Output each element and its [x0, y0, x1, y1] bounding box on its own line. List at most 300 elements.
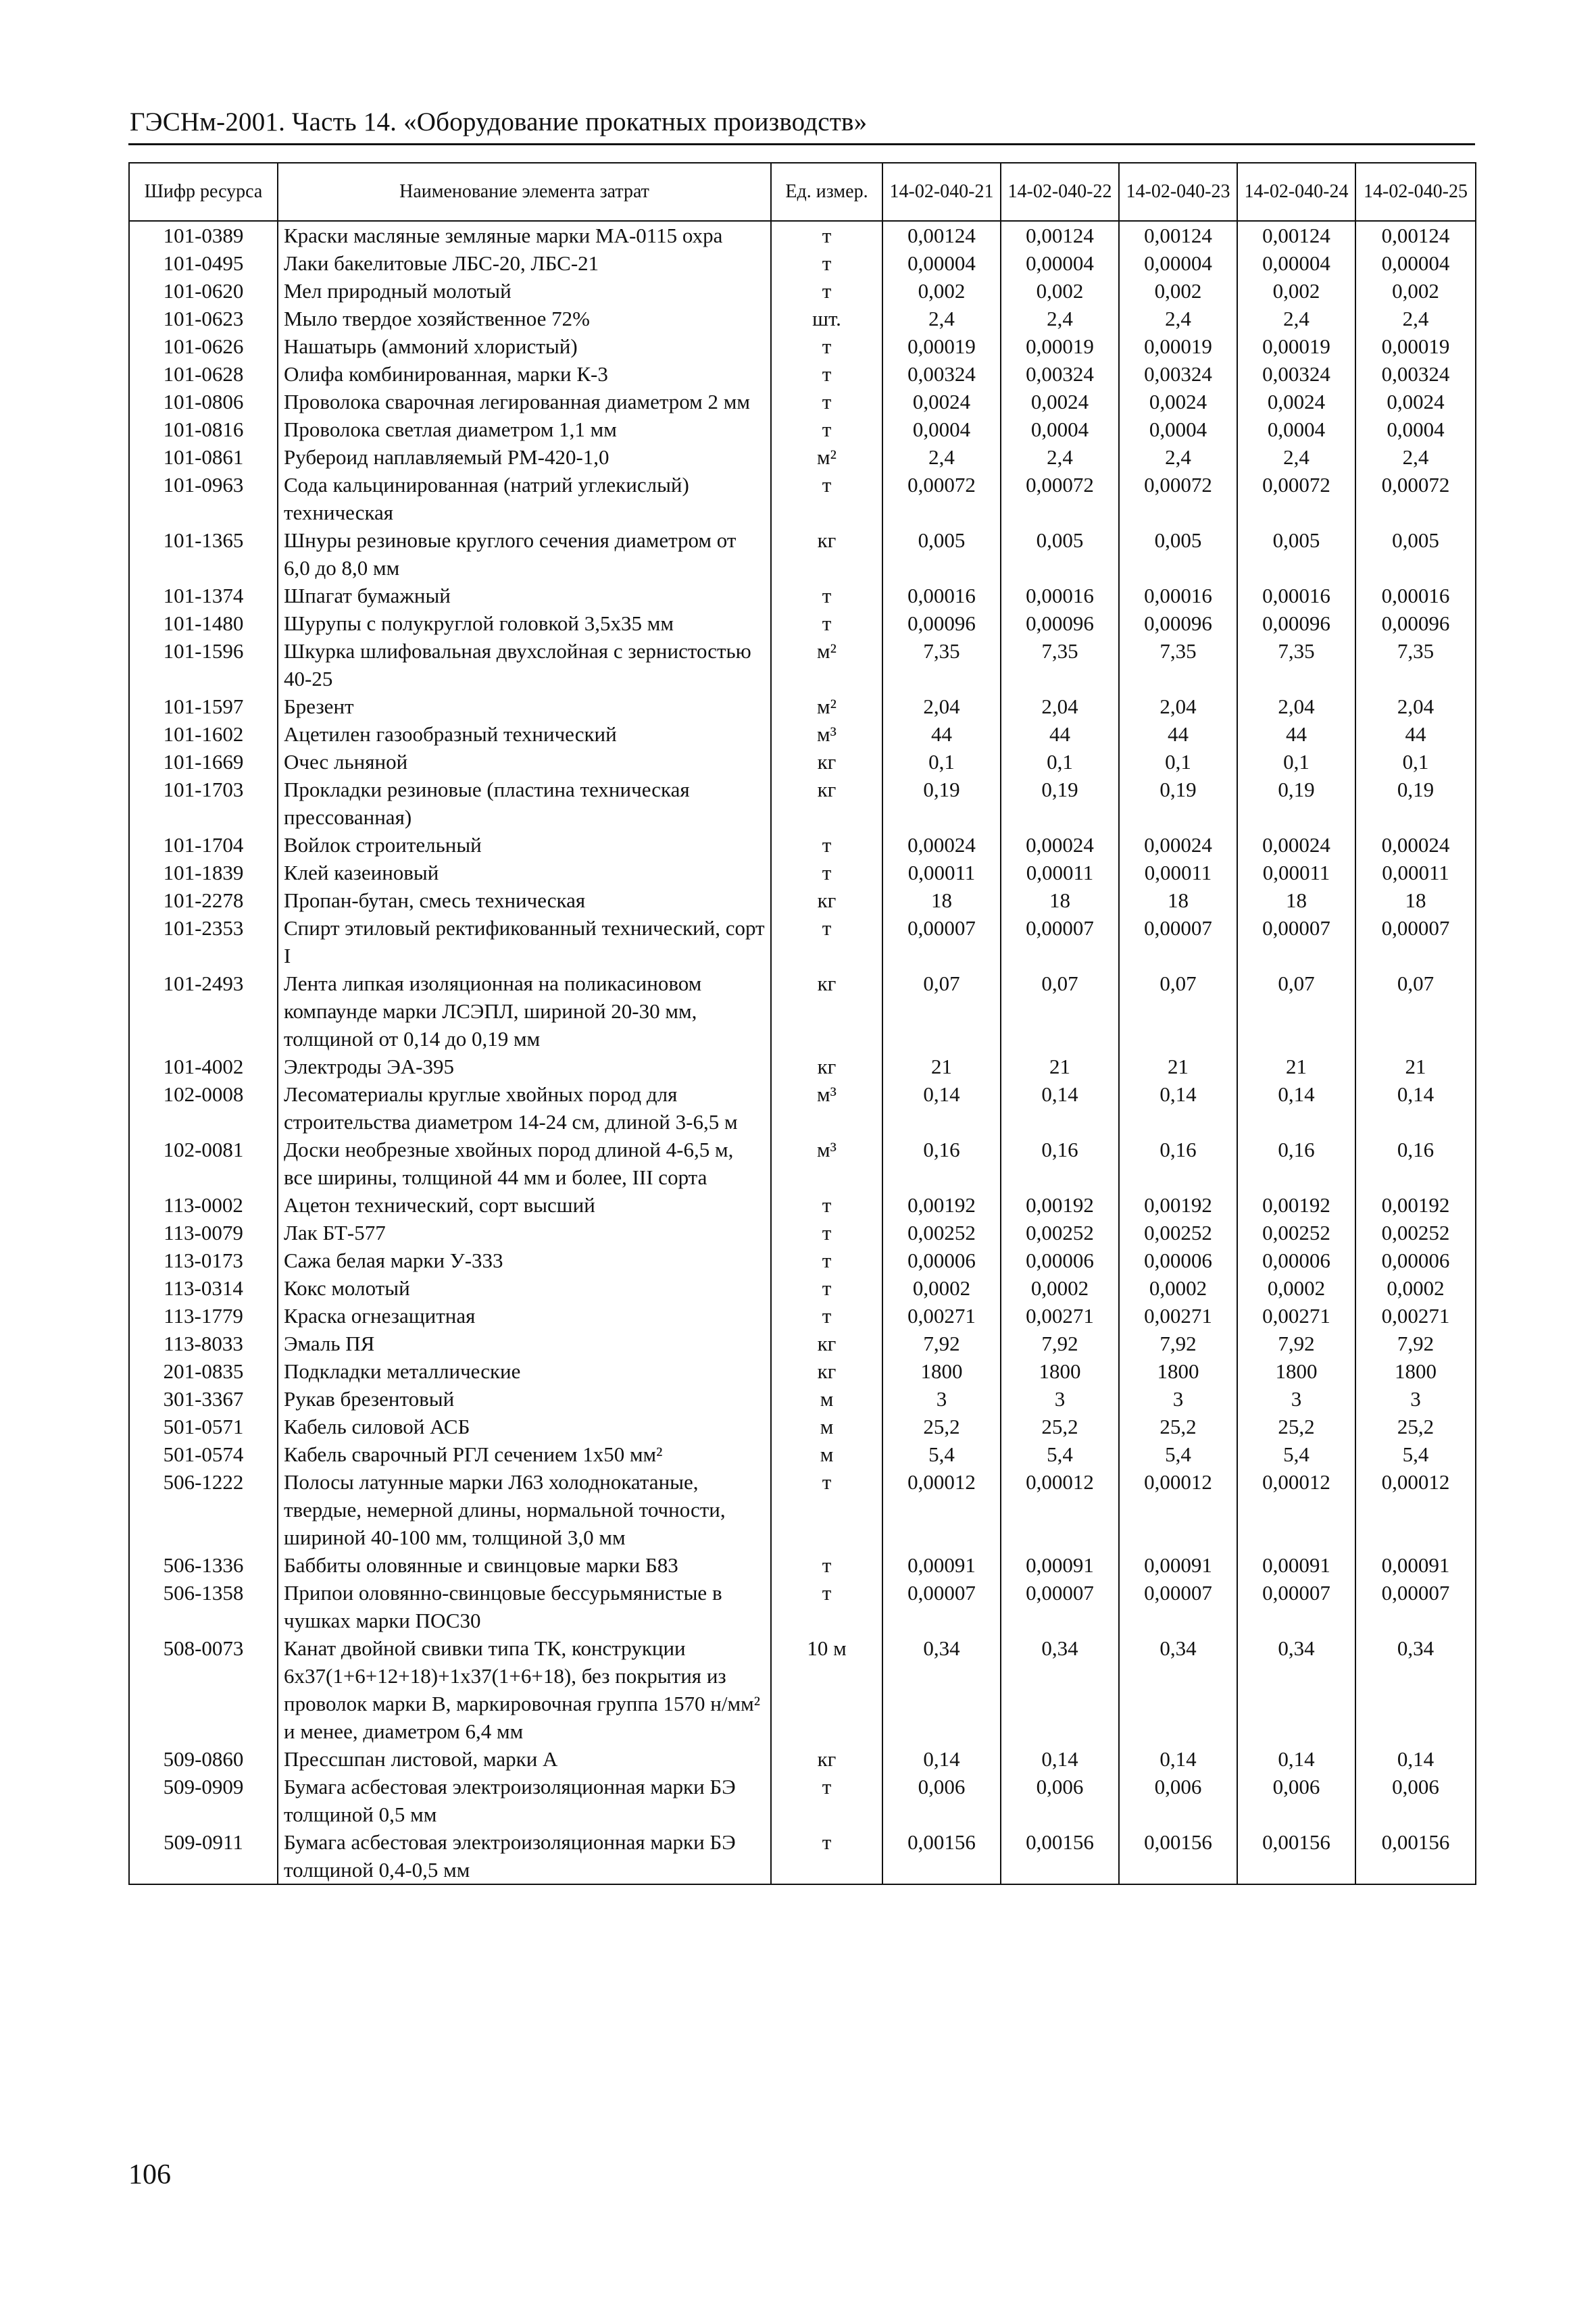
table-row: [129, 443, 1476, 471]
table-row: [129, 1191, 1476, 1219]
value-cell: 5,4: [1001, 1440, 1119, 1468]
value-cell: 7,92: [1001, 1330, 1119, 1357]
value-cell: 0,1: [1355, 748, 1476, 776]
table-row: [129, 305, 1476, 332]
table-row: [129, 360, 1476, 388]
column-header-code: Шифр ресурса: [129, 163, 278, 221]
resource-name-cell: Эмаль ПЯ: [278, 1330, 771, 1357]
value-cell: 18: [1237, 886, 1355, 914]
resource-name-cell: Прессшпан листовой, марки А: [278, 1745, 771, 1773]
value-cell: 0,005: [1119, 526, 1237, 582]
table-row: [129, 831, 1476, 859]
resource-code-cell: 201-0835: [129, 1357, 278, 1385]
value-cell: 0,0024: [1237, 388, 1355, 416]
unit-cell: т: [771, 249, 882, 277]
value-cell: 0,00271: [1237, 1302, 1355, 1330]
table-row: [129, 1330, 1476, 1357]
table-row: [129, 388, 1476, 416]
resource-name-cell: Электроды ЭА-395: [278, 1053, 771, 1080]
table-row: [129, 693, 1476, 720]
value-cell: 0,00007: [882, 1579, 1001, 1634]
unit-cell: т: [771, 277, 882, 305]
resource-code-cell: 506-1358: [129, 1579, 278, 1634]
resource-name-cell: Шурупы с полукруглой головкой 3,5х35 мм: [278, 609, 771, 637]
value-cell: 0,00007: [1237, 914, 1355, 970]
resource-name-cell: Лаки бакелитовые ЛБС-20, ЛБС-21: [278, 249, 771, 277]
resource-code-cell: 101-0623: [129, 305, 278, 332]
value-cell: 7,92: [882, 1330, 1001, 1357]
unit-cell: кг: [771, 748, 882, 776]
value-cell: 0,0002: [882, 1274, 1001, 1302]
value-cell: 0,00271: [1119, 1302, 1237, 1330]
resource-code-cell: 501-0571: [129, 1413, 278, 1440]
value-cell: 0,00004: [1119, 249, 1237, 277]
table-row: [129, 1413, 1476, 1440]
value-cell: 0,14: [1001, 1080, 1119, 1136]
value-cell: 0,0024: [882, 388, 1001, 416]
value-cell: 0,00019: [882, 332, 1001, 360]
table-row: [129, 1080, 1476, 1136]
value-cell: 44: [1001, 720, 1119, 748]
page-number: 106: [128, 2159, 171, 2190]
value-cell: 0,00006: [882, 1247, 1001, 1274]
unit-cell: кг: [771, 970, 882, 1053]
value-cell: 0,00012: [1355, 1468, 1476, 1551]
value-cell: 18: [1119, 886, 1237, 914]
resource-code-cell: 101-1669: [129, 748, 278, 776]
value-cell: 0,00024: [1355, 831, 1476, 859]
value-cell: 0,00072: [882, 471, 1001, 526]
unit-cell: т: [771, 1773, 882, 1828]
value-cell: 25,2: [1355, 1413, 1476, 1440]
value-cell: 18: [1001, 886, 1119, 914]
unit-cell: м²: [771, 443, 882, 471]
resource-code-cell: 102-0081: [129, 1136, 278, 1191]
value-cell: 7,92: [1119, 1330, 1237, 1357]
value-cell: 0,00012: [882, 1468, 1001, 1551]
value-cell: 0,00192: [1355, 1191, 1476, 1219]
resource-code-cell: 101-0495: [129, 249, 278, 277]
unit-cell: т: [771, 416, 882, 443]
table-row: [129, 1247, 1476, 1274]
resource-table: [128, 162, 1476, 1885]
value-cell: 0,19: [882, 776, 1001, 831]
value-cell: 0,0002: [1001, 1274, 1119, 1302]
resource-code-cell: 508-0073: [129, 1634, 278, 1745]
resource-code-cell: 101-1839: [129, 859, 278, 886]
unit-cell: кг: [771, 776, 882, 831]
value-cell: 0,00024: [1237, 831, 1355, 859]
value-cell: 0,00007: [1119, 914, 1237, 970]
value-cell: 0,005: [1355, 526, 1476, 582]
resource-code-cell: 101-1480: [129, 609, 278, 637]
table-row: [129, 221, 1476, 249]
unit-cell: т: [771, 1579, 882, 1634]
value-cell: 0,00124: [1119, 221, 1237, 249]
resource-code-cell: 301-3367: [129, 1385, 278, 1413]
value-cell: 2,4: [1119, 305, 1237, 332]
table-header-row: [129, 163, 1476, 221]
table-row: [129, 1136, 1476, 1191]
value-cell: 0,002: [882, 277, 1001, 305]
resource-name-cell: Мел природный молотый: [278, 277, 771, 305]
unit-cell: м³: [771, 1136, 882, 1191]
value-cell: 0,005: [882, 526, 1001, 582]
table-row: [129, 1551, 1476, 1579]
value-cell: 0,00004: [1237, 249, 1355, 277]
unit-cell: т: [771, 1468, 882, 1551]
value-cell: 18: [1355, 886, 1476, 914]
resource-code-cell: 506-1222: [129, 1468, 278, 1551]
unit-cell: т: [771, 1302, 882, 1330]
value-cell: 0,00156: [1237, 1828, 1355, 1884]
value-cell: 0,14: [1355, 1080, 1476, 1136]
unit-cell: т: [771, 582, 882, 609]
value-cell: 0,16: [882, 1136, 1001, 1191]
value-cell: 0,00007: [882, 914, 1001, 970]
resource-name-cell: Ацетон технический, сорт высший: [278, 1191, 771, 1219]
table-row: [129, 1828, 1476, 1884]
value-cell: 0,00252: [882, 1219, 1001, 1247]
column-header-unit: Ед. измер.: [771, 163, 882, 221]
resource-code-cell: 101-0806: [129, 388, 278, 416]
value-cell: 0,006: [1001, 1773, 1119, 1828]
value-cell: 44: [1119, 720, 1237, 748]
value-cell: 0,07: [1119, 970, 1237, 1053]
value-cell: 18: [882, 886, 1001, 914]
unit-cell: кг: [771, 1053, 882, 1080]
value-cell: 0,14: [1119, 1745, 1237, 1773]
value-cell: 0,00011: [882, 859, 1001, 886]
value-cell: 1800: [882, 1357, 1001, 1385]
value-cell: 25,2: [1237, 1413, 1355, 1440]
value-cell: 0,00324: [882, 360, 1001, 388]
resource-code-cell: 101-0963: [129, 471, 278, 526]
value-cell: 0,00096: [882, 609, 1001, 637]
value-cell: 2,4: [1001, 305, 1119, 332]
table-row: [129, 277, 1476, 305]
resource-name-cell: Рубероид наплавляемый РМ-420-1,0: [278, 443, 771, 471]
resource-code-cell: 101-1596: [129, 637, 278, 693]
resource-code-cell: 101-0626: [129, 332, 278, 360]
value-cell: 0,00019: [1355, 332, 1476, 360]
table-body: [129, 221, 1476, 1884]
unit-cell: м: [771, 1385, 882, 1413]
value-cell: 0,00096: [1355, 609, 1476, 637]
value-cell: 0,07: [882, 970, 1001, 1053]
resource-code-cell: 101-0628: [129, 360, 278, 388]
value-cell: 0,00252: [1119, 1219, 1237, 1247]
value-cell: 0,00192: [882, 1191, 1001, 1219]
resource-code-cell: 101-1704: [129, 831, 278, 859]
resource-name-cell: Бумага асбестовая электроизоляционная марки БЭ толщиной 0,4-0,5 мм: [278, 1828, 771, 1884]
table-row: [129, 609, 1476, 637]
value-cell: 0,002: [1355, 277, 1476, 305]
resource-name-cell: Сажа белая марки У-333: [278, 1247, 771, 1274]
value-cell: 0,19: [1237, 776, 1355, 831]
table-row: [129, 970, 1476, 1053]
value-cell: 0,00004: [882, 249, 1001, 277]
value-cell: 0,00007: [1001, 1579, 1119, 1634]
value-cell: 1800: [1237, 1357, 1355, 1385]
table-row: [129, 720, 1476, 748]
resource-name-cell: Кокс молотый: [278, 1274, 771, 1302]
resource-code-cell: 113-0079: [129, 1219, 278, 1247]
value-cell: 0,00156: [1355, 1828, 1476, 1884]
value-cell: 0,00192: [1001, 1191, 1119, 1219]
value-cell: 2,4: [1001, 443, 1119, 471]
value-cell: 2,04: [1237, 693, 1355, 720]
value-cell: 7,92: [1237, 1330, 1355, 1357]
unit-cell: м²: [771, 637, 882, 693]
resource-name-cell: Канат двойной свивки типа ТК, конструкции 6х37(1+6+12+18)+1х37(1+6+18), без покрытия из проволок марки В, маркировочная группа 1570 н/мм² и менее, диаметром 6,4 мм: [278, 1634, 771, 1745]
value-cell: 44: [882, 720, 1001, 748]
unit-cell: м²: [771, 693, 882, 720]
value-cell: 0,0024: [1001, 388, 1119, 416]
value-cell: 0,00124: [1001, 221, 1119, 249]
value-cell: 0,006: [882, 1773, 1001, 1828]
value-cell: 25,2: [1119, 1413, 1237, 1440]
value-cell: 1800: [1001, 1357, 1119, 1385]
value-cell: 5,4: [882, 1440, 1001, 1468]
unit-cell: т: [771, 332, 882, 360]
value-cell: 2,04: [882, 693, 1001, 720]
value-cell: 0,00091: [1001, 1551, 1119, 1579]
value-cell: 2,04: [1355, 693, 1476, 720]
unit-cell: т: [771, 914, 882, 970]
resource-code-cell: 113-0002: [129, 1191, 278, 1219]
column-header-name: Наименование элемента затрат: [278, 163, 771, 221]
resource-code-cell: 101-1703: [129, 776, 278, 831]
unit-cell: т: [771, 388, 882, 416]
table-row: [129, 1219, 1476, 1247]
value-cell: 0,00324: [1001, 360, 1119, 388]
resource-code-cell: 101-0816: [129, 416, 278, 443]
resource-name-cell: Пропан-бутан, смесь техническая: [278, 886, 771, 914]
unit-cell: кг: [771, 1357, 882, 1385]
value-cell: 2,04: [1001, 693, 1119, 720]
resource-name-cell: Краска огнезащитная: [278, 1302, 771, 1330]
value-cell: 0,00011: [1119, 859, 1237, 886]
table-row: [129, 1634, 1476, 1745]
value-cell: 0,00006: [1001, 1247, 1119, 1274]
value-cell: 2,4: [882, 305, 1001, 332]
value-cell: 0,00252: [1355, 1219, 1476, 1247]
value-cell: 0,00007: [1355, 914, 1476, 970]
value-cell: 0,0004: [882, 416, 1001, 443]
value-cell: 0,00096: [1119, 609, 1237, 637]
table-row: [129, 1468, 1476, 1551]
value-cell: 0,00072: [1001, 471, 1119, 526]
table-row: [129, 1440, 1476, 1468]
resource-name-cell: Шнуры резиновые круглого сечения диаметром от 6,0 до 8,0 мм: [278, 526, 771, 582]
table-row: [129, 471, 1476, 526]
unit-cell: м: [771, 1440, 882, 1468]
value-cell: 0,14: [1119, 1080, 1237, 1136]
value-cell: 5,4: [1237, 1440, 1355, 1468]
value-cell: 7,35: [1237, 637, 1355, 693]
value-cell: 0,002: [1237, 277, 1355, 305]
table-row: [129, 1274, 1476, 1302]
value-cell: 0,00072: [1237, 471, 1355, 526]
resource-name-cell: Полосы латунные марки Л63 холоднокатаные, твердые, немерной длины, нормальной точности, шириной 40-100 мм, толщиной 3,0 мм: [278, 1468, 771, 1551]
resource-name-cell: Шпагат бумажный: [278, 582, 771, 609]
resource-name-cell: Спирт этиловый ректификованный технический, сорт I: [278, 914, 771, 970]
value-cell: 21: [1001, 1053, 1119, 1080]
value-cell: 0,0002: [1237, 1274, 1355, 1302]
unit-cell: м: [771, 1413, 882, 1440]
value-cell: 0,00156: [1001, 1828, 1119, 1884]
resource-code-cell: 113-0173: [129, 1247, 278, 1274]
value-cell: 0,0002: [1355, 1274, 1476, 1302]
value-cell: 0,00019: [1119, 332, 1237, 360]
value-cell: 0,07: [1237, 970, 1355, 1053]
table-row: [129, 1579, 1476, 1634]
resource-name-cell: Очес льняной: [278, 748, 771, 776]
resource-name-cell: Лента липкая изоляционная на поликасиновом компаунде марки ЛСЭПЛ, шириной 20-30 мм, толщиной от 0,14 до 0,19 мм: [278, 970, 771, 1053]
table-row: [129, 1302, 1476, 1330]
table-row: [129, 249, 1476, 277]
resource-name-cell: Олифа комбинированная, марки К-3: [278, 360, 771, 388]
unit-cell: т: [771, 1247, 882, 1274]
header-rule: [128, 143, 1475, 145]
resource-code-cell: 101-1602: [129, 720, 278, 748]
value-cell: 0,006: [1355, 1773, 1476, 1828]
value-cell: 2,4: [1119, 443, 1237, 471]
table-row: [129, 1357, 1476, 1385]
resource-name-cell: Припои оловянно-свинцовые бессурьмянистые в чушках марки ПОС30: [278, 1579, 771, 1634]
value-cell: 0,19: [1001, 776, 1119, 831]
value-cell: 44: [1355, 720, 1476, 748]
value-cell: 0,00006: [1119, 1247, 1237, 1274]
value-cell: 0,002: [1119, 277, 1237, 305]
value-cell: 0,006: [1237, 1773, 1355, 1828]
resource-name-cell: Проволока светлая диаметром 1,1 мм: [278, 416, 771, 443]
value-cell: 0,19: [1119, 776, 1237, 831]
value-cell: 7,35: [1001, 637, 1119, 693]
value-cell: 0,00091: [1355, 1551, 1476, 1579]
unit-cell: т: [771, 1191, 882, 1219]
value-cell: 21: [1237, 1053, 1355, 1080]
table-row: [129, 748, 1476, 776]
value-cell: 0,00324: [1119, 360, 1237, 388]
value-cell: 0,34: [1001, 1634, 1119, 1745]
value-cell: 0,00124: [882, 221, 1001, 249]
value-cell: 7,35: [882, 637, 1001, 693]
value-cell: 0,14: [1355, 1745, 1476, 1773]
resource-name-cell: Доски необрезные хвойных пород длиной 4-6,5 м, все ширины, толщиной 44 мм и более, III сорта: [278, 1136, 771, 1191]
unit-cell: т: [771, 471, 882, 526]
value-cell: 0,00192: [1237, 1191, 1355, 1219]
resource-code-cell: 509-0909: [129, 1773, 278, 1828]
resource-name-cell: Подкладки металлические: [278, 1357, 771, 1385]
column-header-14-02-040-24: 14-02-040-24: [1237, 163, 1355, 221]
value-cell: 0,00072: [1355, 471, 1476, 526]
value-cell: 3: [1119, 1385, 1237, 1413]
resource-name-cell: Кабель сварочный РГЛ сечением 1х50 мм²: [278, 1440, 771, 1468]
table-row: [129, 914, 1476, 970]
resource-name-cell: Проволока сварочная легированная диаметром 2 мм: [278, 388, 771, 416]
value-cell: 0,00124: [1355, 221, 1476, 249]
value-cell: 0,0024: [1355, 388, 1476, 416]
unit-cell: т: [771, 1828, 882, 1884]
resource-name-cell: Клей казеиновый: [278, 859, 771, 886]
resource-code-cell: 509-0911: [129, 1828, 278, 1884]
value-cell: 0,00019: [1001, 332, 1119, 360]
table-row: [129, 526, 1476, 582]
value-cell: 0,00024: [882, 831, 1001, 859]
value-cell: 0,16: [1355, 1136, 1476, 1191]
unit-cell: т: [771, 1274, 882, 1302]
value-cell: 1800: [1119, 1357, 1237, 1385]
unit-cell: 10 м: [771, 1634, 882, 1745]
resource-code-cell: 101-2353: [129, 914, 278, 970]
value-cell: 0,00006: [1237, 1247, 1355, 1274]
value-cell: 0,00007: [1237, 1579, 1355, 1634]
table-row: [129, 859, 1476, 886]
value-cell: 0,00004: [1001, 249, 1119, 277]
unit-cell: м³: [771, 1080, 882, 1136]
value-cell: 0,006: [1119, 1773, 1237, 1828]
unit-cell: т: [771, 1551, 882, 1579]
value-cell: 0,34: [1119, 1634, 1237, 1745]
value-cell: 2,4: [882, 443, 1001, 471]
unit-cell: кг: [771, 1745, 882, 1773]
value-cell: 3: [1355, 1385, 1476, 1413]
resource-name-cell: Нашатырь (аммоний хлористый): [278, 332, 771, 360]
page-header: ГЭСНм-2001. Часть 14. «Оборудование прокатных производств»: [130, 107, 868, 136]
unit-cell: т: [771, 1219, 882, 1247]
value-cell: 3: [882, 1385, 1001, 1413]
value-cell: 3: [1237, 1385, 1355, 1413]
value-cell: 0,005: [1237, 526, 1355, 582]
value-cell: 0,00124: [1237, 221, 1355, 249]
unit-cell: т: [771, 831, 882, 859]
value-cell: 0,00091: [1119, 1551, 1237, 1579]
value-cell: 0,00012: [1119, 1468, 1237, 1551]
value-cell: 0,00072: [1119, 471, 1237, 526]
resource-name-cell: Войлок строительный: [278, 831, 771, 859]
value-cell: 0,00016: [1355, 582, 1476, 609]
value-cell: 7,35: [1355, 637, 1476, 693]
resource-name-cell: Кабель силовой АСБ: [278, 1413, 771, 1440]
value-cell: 0,1: [882, 748, 1001, 776]
resource-code-cell: 506-1336: [129, 1551, 278, 1579]
value-cell: 0,00091: [1237, 1551, 1355, 1579]
resource-code-cell: 501-0574: [129, 1440, 278, 1468]
value-cell: 0,00011: [1237, 859, 1355, 886]
value-cell: 0,14: [1001, 1745, 1119, 1773]
resource-code-cell: 102-0008: [129, 1080, 278, 1136]
value-cell: 0,1: [1237, 748, 1355, 776]
value-cell: 0,1: [1119, 748, 1237, 776]
value-cell: 0,07: [1001, 970, 1119, 1053]
value-cell: 0,00016: [1119, 582, 1237, 609]
value-cell: 0,00016: [882, 582, 1001, 609]
value-cell: 0,00091: [882, 1551, 1001, 1579]
resource-code-cell: 101-1597: [129, 693, 278, 720]
value-cell: 0,00192: [1119, 1191, 1237, 1219]
value-cell: 0,0004: [1355, 416, 1476, 443]
unit-cell: м³: [771, 720, 882, 748]
value-cell: 5,4: [1119, 1440, 1237, 1468]
resource-name-cell: Лесоматериалы круглые хвойных пород для строительства диаметром 14-24 см, длиной 3-6,5 м: [278, 1080, 771, 1136]
value-cell: 0,16: [1119, 1136, 1237, 1191]
unit-cell: т: [771, 859, 882, 886]
value-cell: 21: [1119, 1053, 1237, 1080]
column-header-14-02-040-23: 14-02-040-23: [1119, 163, 1237, 221]
value-cell: 44: [1237, 720, 1355, 748]
